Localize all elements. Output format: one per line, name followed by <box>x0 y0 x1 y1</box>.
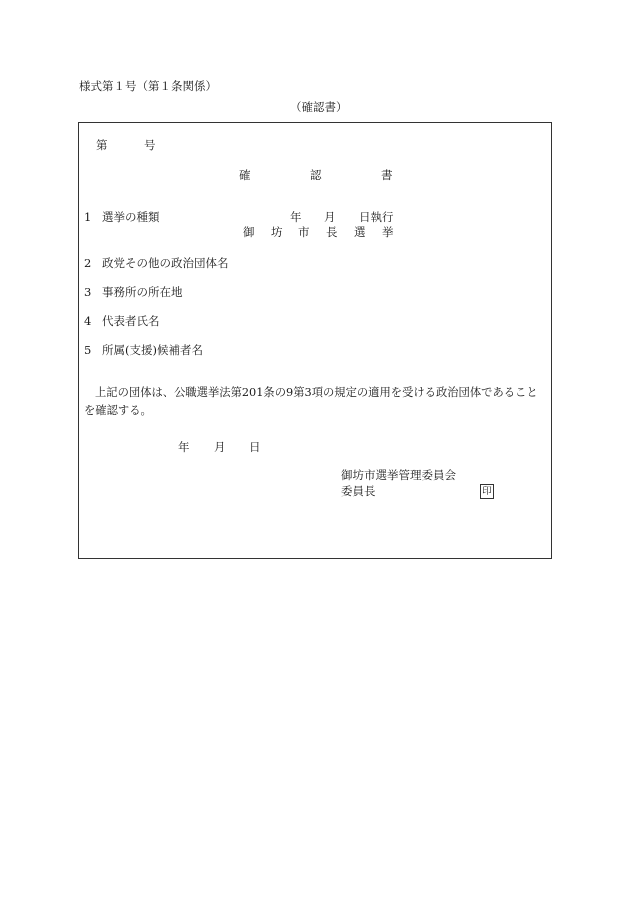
item-4-label: 代表者氏名 <box>102 314 160 328</box>
item-3-label: 事務所の所在地 <box>102 285 183 299</box>
date-year: 年 <box>178 440 190 454</box>
election-year: 年 <box>290 210 302 224</box>
item-2-label: 政党その他の政治団体名 <box>102 256 229 270</box>
chair-title: 委員長 <box>341 484 376 498</box>
election-name-char-3: 市 <box>298 225 310 239</box>
document-subtitle: （確認書） <box>290 100 348 114</box>
item-1-label: 選挙の種類 <box>102 210 160 224</box>
election-name-char-1: 御 <box>243 225 255 239</box>
election-name-char-4: 長 <box>326 225 338 239</box>
item-2-number: 2 <box>84 256 92 270</box>
election-name-char-5: 選 <box>354 225 366 239</box>
title-char-3: 書 <box>381 168 393 182</box>
number-label-dai: 第 <box>96 138 108 152</box>
date-day: 日 <box>249 440 261 454</box>
seal-box: 印 <box>480 484 494 499</box>
election-name-char-6: 挙 <box>382 225 394 239</box>
form-number: 様式第１号（第１条関係） <box>79 79 217 93</box>
title-char-1: 確 <box>239 168 251 182</box>
item-5-label: 所属(支援)候補者名 <box>102 343 203 357</box>
election-day: 日執行 <box>359 210 394 224</box>
issuer-name: 御坊市選挙管理委員会 <box>341 468 456 482</box>
body-text-line-2: を確認する。 <box>84 404 152 417</box>
item-3-number: 3 <box>84 285 92 299</box>
election-month: 月 <box>324 210 336 224</box>
item-5-number: 5 <box>84 343 92 357</box>
date-month: 月 <box>214 440 226 454</box>
item-1-number: 1 <box>84 210 92 224</box>
election-name-char-2: 坊 <box>271 225 283 239</box>
item-4-number: 4 <box>84 314 92 328</box>
title-char-2: 認 <box>310 168 322 182</box>
number-label-go: 号 <box>144 138 156 152</box>
body-text-line-1: 上記の団体は、公職選挙法第201条の9第3項の規定の適用を受ける政治団体であること <box>95 386 538 399</box>
